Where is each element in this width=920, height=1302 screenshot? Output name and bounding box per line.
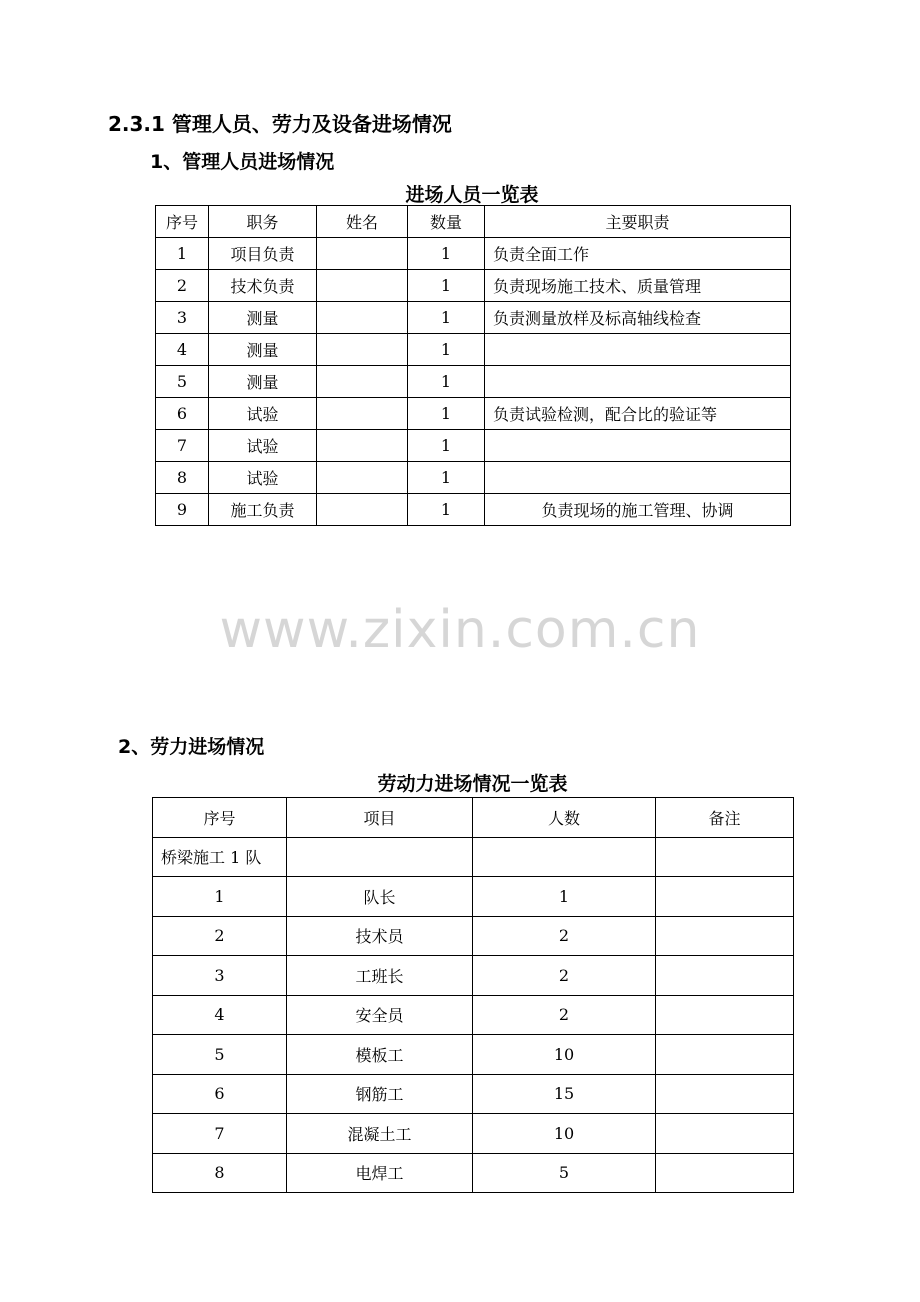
header-cell: 备注: [656, 798, 794, 838]
table-row: [156, 398, 791, 430]
table-cell: [317, 334, 408, 366]
table-cell: [317, 366, 408, 398]
table-cell: 5: [153, 1035, 287, 1075]
table-cell: 负责现场施工技术、质量管理: [485, 270, 791, 302]
table-row: [156, 302, 791, 334]
table-cell: 1: [408, 494, 485, 526]
table-cell: 3: [153, 956, 287, 996]
table-row: [153, 995, 794, 1035]
table-cell: 钢筋工: [287, 1074, 473, 1114]
header-cell: 序号: [153, 798, 287, 838]
section-heading: 2.3.1 管理人员、劳力及设备进场情况: [108, 112, 452, 136]
table-cell: 模板工: [287, 1035, 473, 1075]
table-cell: 2: [153, 916, 287, 956]
table-row: [153, 1114, 794, 1154]
watermark: www.zixin.com.cn: [219, 600, 701, 660]
staff-table-header-row: [156, 206, 791, 238]
table-cell: [485, 366, 791, 398]
table-cell: 5: [156, 366, 209, 398]
table-cell: 7: [153, 1114, 287, 1154]
header-cell: 主要职责: [485, 206, 791, 238]
table-cell: 测量: [209, 302, 317, 334]
table-cell: [485, 430, 791, 462]
labor-table: [152, 797, 794, 1193]
table-cell: 施工负责: [209, 494, 317, 526]
table-cell: [473, 837, 656, 877]
table-cell: 4: [153, 995, 287, 1035]
table-row: [156, 366, 791, 398]
table-cell: 工班长: [287, 956, 473, 996]
header-cell: 人数: [473, 798, 656, 838]
table-cell: 1: [408, 462, 485, 494]
table-cell: 6: [156, 398, 209, 430]
table-cell: 1: [408, 366, 485, 398]
table-cell: [656, 995, 794, 1035]
table-row: [153, 956, 794, 996]
table-cell: 5: [473, 1153, 656, 1193]
table-cell: 1: [153, 877, 287, 917]
header-cell: 姓名: [317, 206, 408, 238]
table-cell: 1: [473, 877, 656, 917]
table-cell: 测量: [209, 366, 317, 398]
table-cell: 3: [156, 302, 209, 334]
table-cell: [656, 956, 794, 996]
table-cell: 7: [156, 430, 209, 462]
table-cell: 项目负责: [209, 238, 317, 270]
table-cell: 队长: [287, 877, 473, 917]
table-cell: [656, 837, 794, 877]
labor-heading: 2、劳力进场情况: [118, 736, 265, 758]
table-cell: 4: [156, 334, 209, 366]
table-cell: 10: [473, 1114, 656, 1154]
table-row: [156, 430, 791, 462]
table-cell: 2: [473, 916, 656, 956]
table-cell: 2: [156, 270, 209, 302]
table-cell: 试验: [209, 462, 317, 494]
group-label: 桥梁施工 1 队: [153, 837, 287, 877]
table-row: [153, 916, 794, 956]
table-row: [156, 238, 791, 270]
table-cell: [656, 916, 794, 956]
table-cell: 1: [408, 270, 485, 302]
table-cell: 负责现场的施工管理、协调: [485, 494, 791, 526]
labor-table-header-row: [153, 798, 794, 838]
staff-table-title: 进场人员一览表: [405, 184, 539, 206]
table-cell: 2: [473, 995, 656, 1035]
table-cell: [317, 270, 408, 302]
table-cell: [317, 430, 408, 462]
table-cell: [317, 398, 408, 430]
table-row: [156, 334, 791, 366]
table-cell: [485, 334, 791, 366]
labor-group-row: [153, 837, 794, 877]
table-cell: 1: [408, 430, 485, 462]
table-cell: 试验: [209, 398, 317, 430]
table-cell: 电焊工: [287, 1153, 473, 1193]
labor-table-title: 劳动力进场情况一览表: [377, 773, 568, 795]
table-cell: [287, 837, 473, 877]
table-cell: 负责试验检测，配合比的验证等: [485, 398, 791, 430]
table-cell: [317, 302, 408, 334]
table-row: [153, 1035, 794, 1075]
table-cell: 1: [156, 238, 209, 270]
management-staff-heading: 1、管理人员进场情况: [150, 151, 335, 173]
table-cell: 负责测量放样及标高轴线检查: [485, 302, 791, 334]
table-cell: 1: [408, 334, 485, 366]
table-cell: 测量: [209, 334, 317, 366]
table-row: [153, 877, 794, 917]
staff-table: [155, 205, 791, 526]
table-cell: [317, 238, 408, 270]
table-cell: 安全员: [287, 995, 473, 1035]
header-cell: 序号: [156, 206, 209, 238]
table-row: [153, 1074, 794, 1114]
table-cell: 2: [473, 956, 656, 996]
table-cell: 1: [408, 302, 485, 334]
header-cell: 职务: [209, 206, 317, 238]
table-cell: [485, 462, 791, 494]
table-cell: 1: [408, 238, 485, 270]
table-cell: 15: [473, 1074, 656, 1114]
table-row: [156, 462, 791, 494]
table-cell: [656, 877, 794, 917]
table-cell: 试验: [209, 430, 317, 462]
table-cell: [317, 494, 408, 526]
table-cell: 10: [473, 1035, 656, 1075]
table-cell: 1: [408, 398, 485, 430]
table-cell: 8: [153, 1153, 287, 1193]
table-cell: 技术员: [287, 916, 473, 956]
table-cell: [317, 462, 408, 494]
header-cell: 数量: [408, 206, 485, 238]
table-cell: 9: [156, 494, 209, 526]
table-row: [156, 270, 791, 302]
table-cell: 混凝土工: [287, 1114, 473, 1154]
table-cell: 6: [153, 1074, 287, 1114]
table-row: [156, 494, 791, 526]
table-row: [153, 1153, 794, 1193]
table-cell: [656, 1074, 794, 1114]
table-cell: 8: [156, 462, 209, 494]
header-cell: 项目: [287, 798, 473, 838]
table-cell: [656, 1153, 794, 1193]
table-cell: [656, 1035, 794, 1075]
table-cell: 技术负责: [209, 270, 317, 302]
table-cell: [656, 1114, 794, 1154]
table-cell: 负责全面工作: [485, 238, 791, 270]
